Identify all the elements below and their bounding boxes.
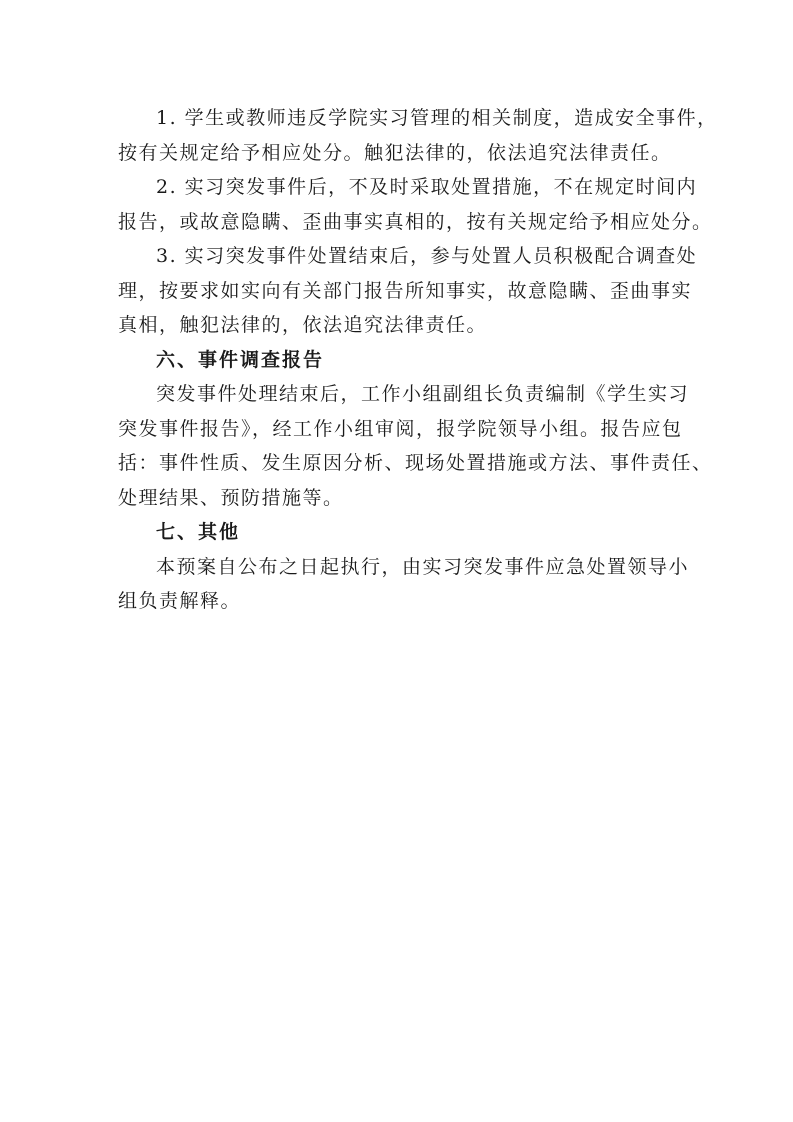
paragraph-line: 2. 实习突发事件后，不及时采取处置措施，不在规定时间内: [156, 176, 698, 198]
paragraph-line: 按有关规定给予相应处分。触犯法律的，依法追究法律责任。: [118, 141, 672, 164]
section-body-other: [118, 550, 690, 619]
paragraph-line: 3. 实习突发事件处置结束后，参与处置人员积极配合调查处: [156, 245, 698, 267]
paragraph-line: 组负责解释。: [118, 590, 242, 612]
paragraph-item-3: [118, 239, 698, 343]
section-body-investigation-report: [118, 377, 713, 515]
paragraph-line: 报告，或故意隐瞒、歪曲事实真相的，按有关规定给予相应处分。: [118, 210, 713, 233]
paragraph-line: 1. 学生或教师违反学院实习管理的相关制度，造成安全事件，: [156, 107, 718, 129]
section-heading-other: 七、其他: [156, 521, 241, 543]
paragraph-line: 处理结果、预防措施等。: [118, 486, 344, 509]
paragraph-line: 括：事件性质、发生原因分析、现场处置措施或方法、事件责任、: [118, 452, 713, 474]
paragraph-item-1: [118, 101, 718, 170]
document-body: [118, 101, 718, 619]
paragraph-line: 真相，触犯法律的，依法追究法律责任。: [118, 314, 488, 336]
paragraph-line: 突发事件处理结束后，工作小组副组长负责编制《学生实习: [156, 383, 690, 405]
section-heading-investigation-report: 六、事件调查报告: [156, 348, 325, 371]
paragraph-item-2: [118, 170, 713, 239]
paragraph-line: 理，按要求如实向有关部门报告所知事实，故意隐瞒、歪曲事实: [118, 279, 693, 302]
paragraph-line: 突发事件报告》，经工作小组审阅，报学院领导小组。报告应包: [118, 417, 683, 440]
paragraph-line: 本预案自公布之日起执行，由实习突发事件应急处置领导小: [156, 555, 690, 578]
